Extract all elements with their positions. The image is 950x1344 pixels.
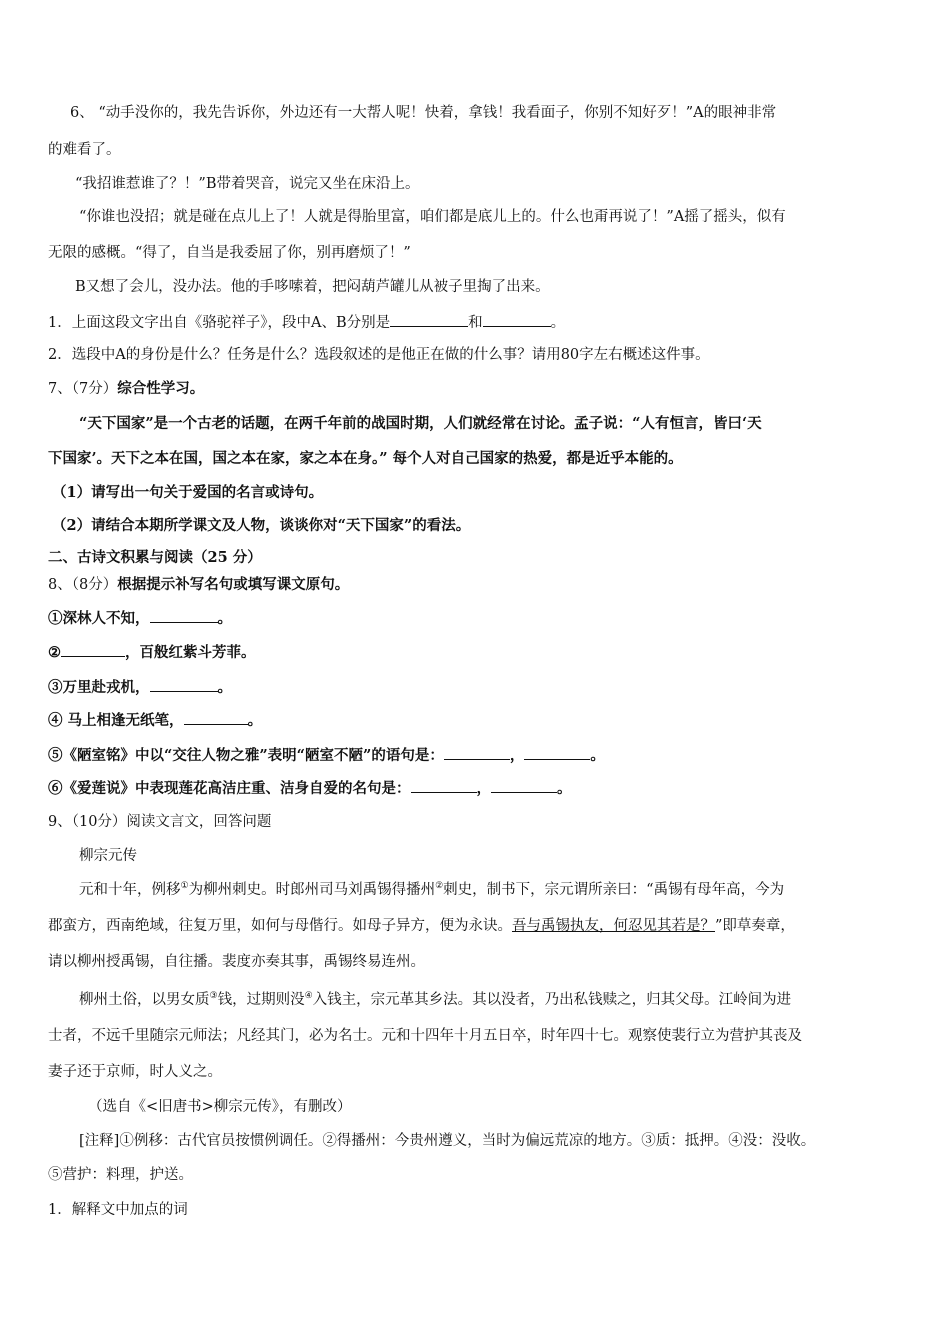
q7-text-line-1: “天下国家”是一个古老的话题，在两千年前的战国时期，人们就经常在讨论。孟子说：“人有恒言，皆曰‘天 — [79, 415, 762, 432]
q9-notes-line-2: ⑤营护：料理，护送。 — [48, 1167, 193, 1183]
text-segment: 郡蛮方，西南绝域，往复万里，如何与母偕行。如母子异方，便为永诀。 — [48, 918, 512, 934]
answer-blank[interactable] — [390, 312, 468, 327]
note-marker: ④ — [304, 991, 313, 1002]
q7-text-line-2: 下国家’。天下之本在国，国之本在家，家之本在身。” 每个人对自己国家的热爱，都是近乎本能的。 — [48, 450, 683, 467]
answer-blank[interactable] — [150, 608, 218, 623]
q8-number: 8、（8分） — [48, 577, 118, 593]
q9-sub-question-1: 1．解释文中加点的词 — [48, 1202, 188, 1218]
q8-item-5-end: 。 — [590, 747, 605, 764]
section-2-heading: 二、古诗文积累与阅读（25 分） — [48, 549, 262, 566]
text-segment: 元和十年，例移 — [79, 882, 181, 898]
q8-item-5-text: ⑤《陋室铭》中以“交往人物之雅”表明“陋室不陋”的语句是： — [48, 747, 444, 764]
q9-para-1-line-1 — [79, 880, 784, 900]
answer-blank[interactable] — [150, 677, 218, 692]
note-marker: ② — [435, 881, 444, 892]
text-segment: 刺史，制书下，宗元谓所亲曰：“禹锡有母年高，今为 — [443, 882, 785, 898]
q8-item-3-text: ③万里赴戎机， — [48, 679, 150, 696]
text-segment: 入钱主，宗元革其乡法。其以没者，乃出私钱赎之，归其父母。江岭间为进 — [312, 992, 792, 1008]
text-segment: 为柳州刺史。时郎州司马刘禹锡得播州 — [188, 882, 436, 898]
q6-sub1-text: 1．上面这段文字出自《骆驼祥子》，段中A、B分别是 — [48, 315, 391, 331]
q6-paragraph-3-line-1: “你谁也没招；就是碰在点儿上了！人就是得胎里富，咱们都是底儿上的。什么也甭再说了！”A摇了摇头，似有 — [79, 209, 786, 225]
q9-para-2-line-2: 士者，不远千里随宗元师法；凡经其门，必为名士。元和十四年十月五日卒，时年四十七。观察使裴行立为营护其丧及 — [48, 1028, 802, 1044]
q9-para-1-line-3: 请以柳州授禹锡，自往播。裴度亦奏其事，禹锡终易连州。 — [48, 954, 425, 970]
q7-number: 7、（7分） — [48, 381, 118, 397]
q9-para-1-line-2 — [48, 916, 795, 936]
q7-sub-question-1: （1）请写出一句关于爱国的名言或诗句。 — [52, 484, 324, 501]
q8-item-6-text: ⑥《爱莲说》中表现莲花高洁庄重、洁身自爱的名句是： — [48, 780, 411, 797]
q8-item-4 — [48, 710, 262, 731]
q8-item-3-end: 。 — [217, 679, 232, 696]
q6-paragraph-1-line-2: 的难看了。 — [48, 142, 121, 158]
q6-paragraph-4: B又想了会儿，没办法。他的手哆嗦着，把闷葫芦罐儿从被子里掏了出来。 — [75, 279, 550, 295]
q8-item-2 — [48, 642, 256, 663]
note-marker: ① — [180, 881, 189, 892]
answer-blank[interactable] — [411, 778, 477, 793]
q8-item-5-comma: ， — [509, 747, 525, 764]
q6-sub1-end: 。 — [550, 315, 566, 331]
answer-blank[interactable] — [524, 745, 590, 760]
q6-paragraph-2: “我招谁惹谁了？！”B带着哭音，说完又坐在床沿上。 — [75, 176, 420, 192]
q9-para-2-line-3: 妻子还于京师，时人义之。 — [48, 1064, 222, 1080]
q9-heading: 9、（10分）阅读文言文，回答问题 — [48, 814, 272, 830]
q8-item-2-marker: ② — [48, 644, 61, 661]
q8-item-6 — [48, 778, 572, 799]
q9-source: （选自《<旧唐书>柳宗元传》，有删改） — [88, 1099, 352, 1115]
q8-item-1 — [48, 608, 232, 629]
text-segment: ”即草奏章， — [715, 918, 795, 934]
q8-item-1-text: ①深林人不知， — [48, 610, 150, 627]
answer-blank[interactable] — [184, 710, 248, 725]
q7-heading — [48, 379, 204, 399]
q8-title: 根据提示补写名句或填写课文原句。 — [117, 576, 350, 593]
text-segment: 柳州土俗，以男女质 — [79, 992, 210, 1008]
q6-sub-question-1 — [48, 312, 565, 333]
q8-item-1-end: 。 — [217, 610, 232, 627]
q6-paragraph-1-line-1: 6、 “动手没你的，我先告诉你，外边还有一大帮人呢！快着，拿钱！我看面子，你别不知好歹！”A的眼神非常 — [70, 105, 777, 121]
q9-notes-line-1: [注释]①例移：古代官员按惯例调任。②得播州：今贵州遵义，当时为偏远荒凉的地方。③质：抵押。④没：没收。 — [79, 1133, 816, 1149]
q9-para-2-line-1 — [79, 990, 791, 1010]
q8-item-6-comma: ， — [476, 780, 491, 797]
q8-item-2-text: ，百般红紫斗芳菲。 — [125, 644, 256, 661]
q7-sub-question-2: （2）请结合本期所学课文及人物，谈谈你对“天下国家”的看法。 — [52, 517, 471, 534]
q8-heading — [48, 575, 349, 595]
q8-item-3 — [48, 677, 232, 698]
q8-item-6-end: 。 — [557, 780, 572, 797]
underlined-sentence: 吾与禹锡执友，何忍见其若是？ — [512, 918, 715, 934]
q9-passage-title: 柳宗元传 — [79, 848, 137, 864]
answer-blank[interactable] — [61, 642, 125, 657]
q8-item-4-end: 。 — [247, 712, 263, 729]
q8-item-4-text: ④ 马上相逢无纸笔， — [48, 712, 184, 729]
q6-sub-question-2: 2．选段中A的身份是什么？任务是什么？选段叙述的是他正在做的什么事？请用80字左右概述这件事。 — [48, 347, 710, 363]
q6-paragraph-3-line-2: 无限的感概。“得了，自当是我委屈了你，别再磨烦了！” — [48, 245, 411, 261]
note-marker: ③ — [209, 991, 218, 1002]
answer-blank[interactable] — [491, 778, 557, 793]
text-segment: 钱，过期则没 — [217, 992, 305, 1008]
answer-blank[interactable] — [483, 312, 551, 327]
q7-title: 综合性学习。 — [117, 380, 205, 397]
q8-item-5 — [48, 745, 605, 766]
q6-sub1-connector: 和 — [468, 315, 483, 331]
answer-blank[interactable] — [444, 745, 510, 760]
